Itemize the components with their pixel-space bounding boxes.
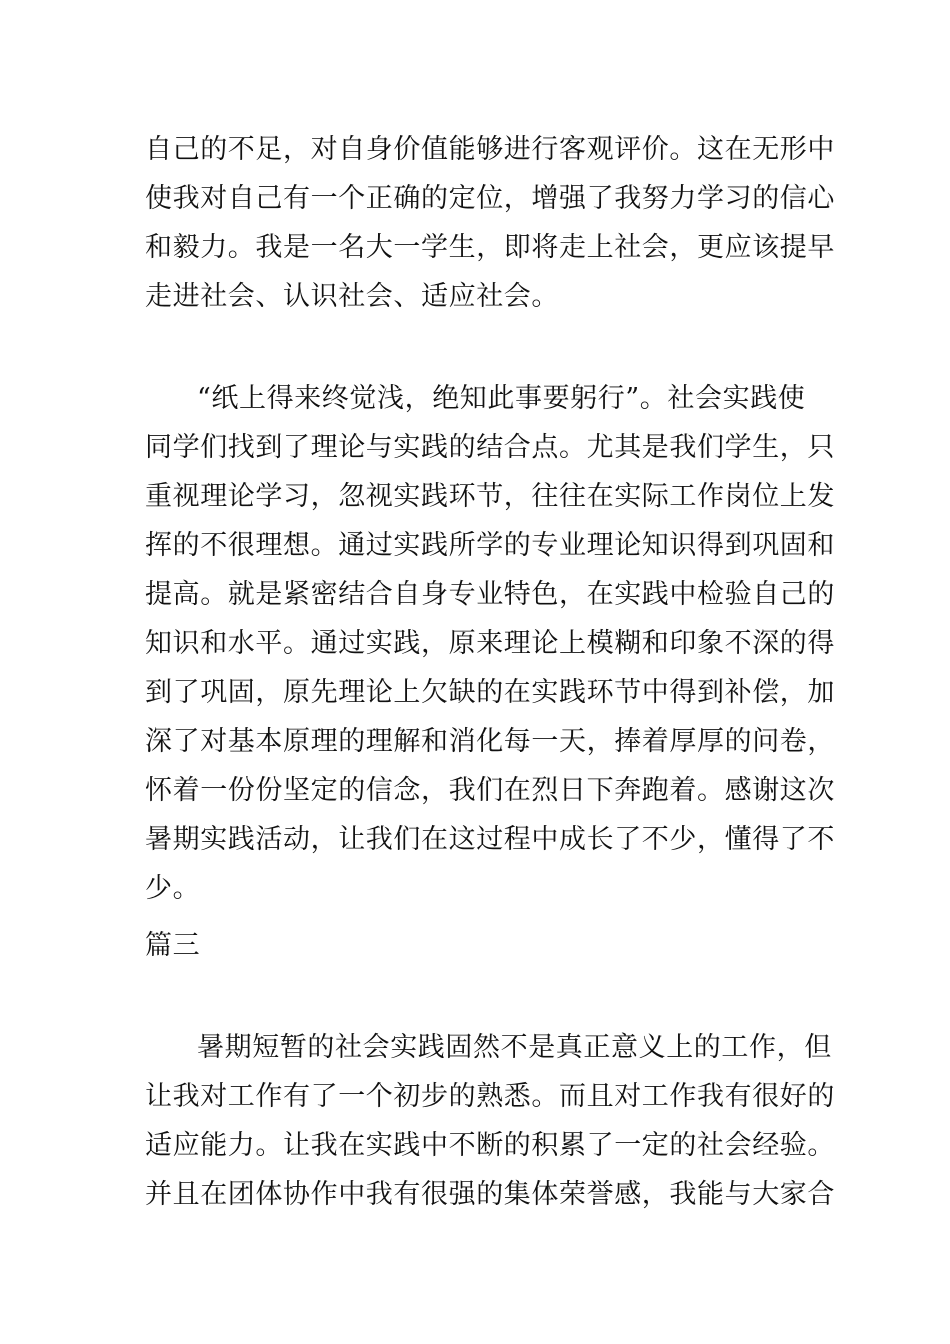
paragraph-2-line-3: 重视理论学习，忽视实践环节，往往在实际工作岗位上发 xyxy=(145,481,835,512)
paragraph-2-line-5: 提高。就是紧密结合自身专业特色，在实践中检验自己的 xyxy=(145,579,835,610)
paragraph-2-line-8: 深了对基本原理的理解和消化每一天，捧着厚厚的问卷， xyxy=(145,726,835,757)
paragraph-3-line-4: 并且在团体协作中我有很强的集体荣誉感，我能与大家合 xyxy=(145,1179,835,1210)
paragraph-3-line-2: 让我对工作有了一个初步的熟悉。而且对工作我有很好的 xyxy=(145,1081,835,1112)
paragraph-2-line-6: 知识和水平。通过实践，原来理论上模糊和印象不深的得 xyxy=(145,628,835,659)
paragraph-3-line-3: 适应能力。让我在实践中不断的积累了一定的社会经验。 xyxy=(145,1130,835,1161)
paragraph-2-line-1: “纸上得来终觉浅，绝知此事要躬行”。社会实践使 xyxy=(197,383,806,414)
paragraph-2-line-9: 怀着一份份坚定的信念，我们在烈日下奔跑着。感谢这次 xyxy=(145,775,835,806)
paragraph-2-line-4: 挥的不很理想。通过实践所学的专业理论知识得到巩固和 xyxy=(145,530,835,561)
paragraph-3-line-1: 暑期短暂的社会实践固然不是真正意义上的工作，但 xyxy=(197,1032,832,1063)
paragraph-2-line-2: 同学们找到了理论与实践的结合点。尤其是我们学生，只 xyxy=(145,432,835,463)
paragraph-2-line-7: 到了巩固，原先理论上欠缺的在实践环节中得到补偿，加 xyxy=(145,677,835,708)
paragraph-2-line-10: 暑期实践活动，让我们在这过程中成长了不少，懂得了不 xyxy=(145,824,835,855)
paragraph-1-line-1: 自己的不足，对自身价值能够进行客观评价。这在无形中 xyxy=(145,134,835,165)
paragraph-1-line-3: 和毅力。我是一名大一学生，即将走上社会，更应该提早 xyxy=(145,232,835,263)
section-heading: 篇三 xyxy=(145,930,201,961)
paragraph-1-line-4: 走进社会、认识社会、适应社会。 xyxy=(145,281,559,312)
paragraph-2-line-11: 少。 xyxy=(145,873,201,904)
paragraph-1-line-2: 使我对自己有一个正确的定位，增强了我努力学习的信心 xyxy=(145,183,835,214)
